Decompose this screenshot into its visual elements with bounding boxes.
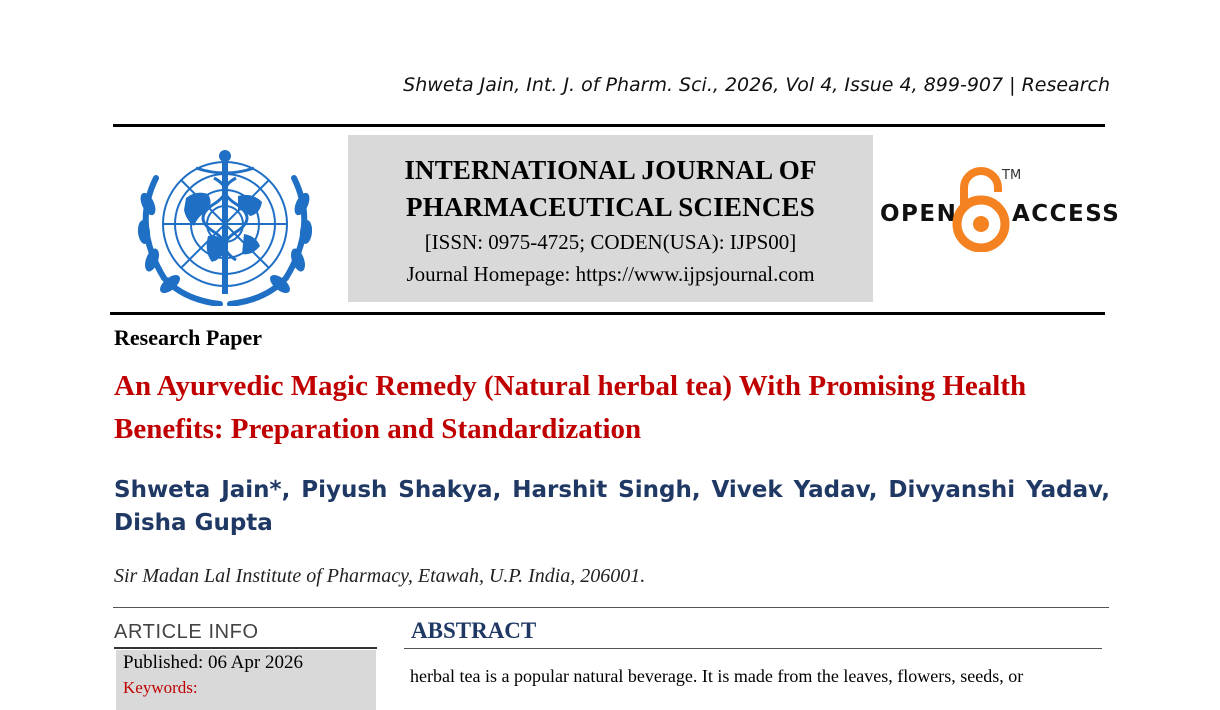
journal-name — [348, 152, 873, 226]
article-info-heading: ARTICLE INFO — [114, 621, 259, 643]
journal-name-line-1: INTERNATIONAL JOURNAL OF — [404, 155, 817, 185]
article-info-rule — [114, 647, 377, 649]
running-head: Shweta Jain, Int. J. of Pharm. Sci., 2026, Vol 4, Issue 4, 899-907 | Research — [403, 74, 1110, 96]
section-divider — [113, 607, 1109, 608]
journal-masthead — [348, 135, 873, 302]
globe-caduceus-emblem-icon — [126, 138, 324, 306]
article-type: Research Paper — [114, 325, 263, 350]
article-title: An Ayurvedic Magic Remedy (Natural herbal tea) With Promising Health Benefits: Preparation and Standardization — [114, 370, 1027, 445]
abstract-heading: ABSTRACT — [411, 618, 537, 643]
open-access-access-text: ACCESS — [1012, 201, 1121, 227]
open-access-logo — [878, 166, 1121, 252]
masthead-bottom-rule — [110, 312, 1105, 315]
journal-name-line-2: PHARMACEUTICAL SCIENCES — [406, 192, 815, 222]
author-list: Shweta Jain*, Piyush Shakya, Harshit Singh, Vivek Yadav, Divyanshi Yadav, Disha Gupta — [114, 477, 1110, 536]
affiliation: Sir Madan Lal Institute of Pharmacy, Etawah, U.P. India, 206001. — [114, 565, 646, 587]
keywords-label: Keywords: — [123, 678, 198, 697]
published-date: Published: 06 Apr 2026 — [123, 652, 303, 673]
journal-homepage-link[interactable]: Journal Homepage: https://www.ijpsjournal.com — [406, 262, 815, 286]
masthead-top-rule — [113, 124, 1105, 127]
abstract-text: herbal tea is a popular natural beverage. It is made from the leaves, flowers, seeds, or — [410, 666, 1024, 686]
open-access-open-text: OPEN — [880, 201, 958, 227]
issn-coden: [ISSN: 0975-4725; CODEN(USA): IJPS00] — [424, 230, 797, 254]
trademark-mark: TM — [1002, 168, 1022, 183]
abstract-rule — [404, 648, 1102, 649]
article-info-box — [116, 650, 376, 710]
